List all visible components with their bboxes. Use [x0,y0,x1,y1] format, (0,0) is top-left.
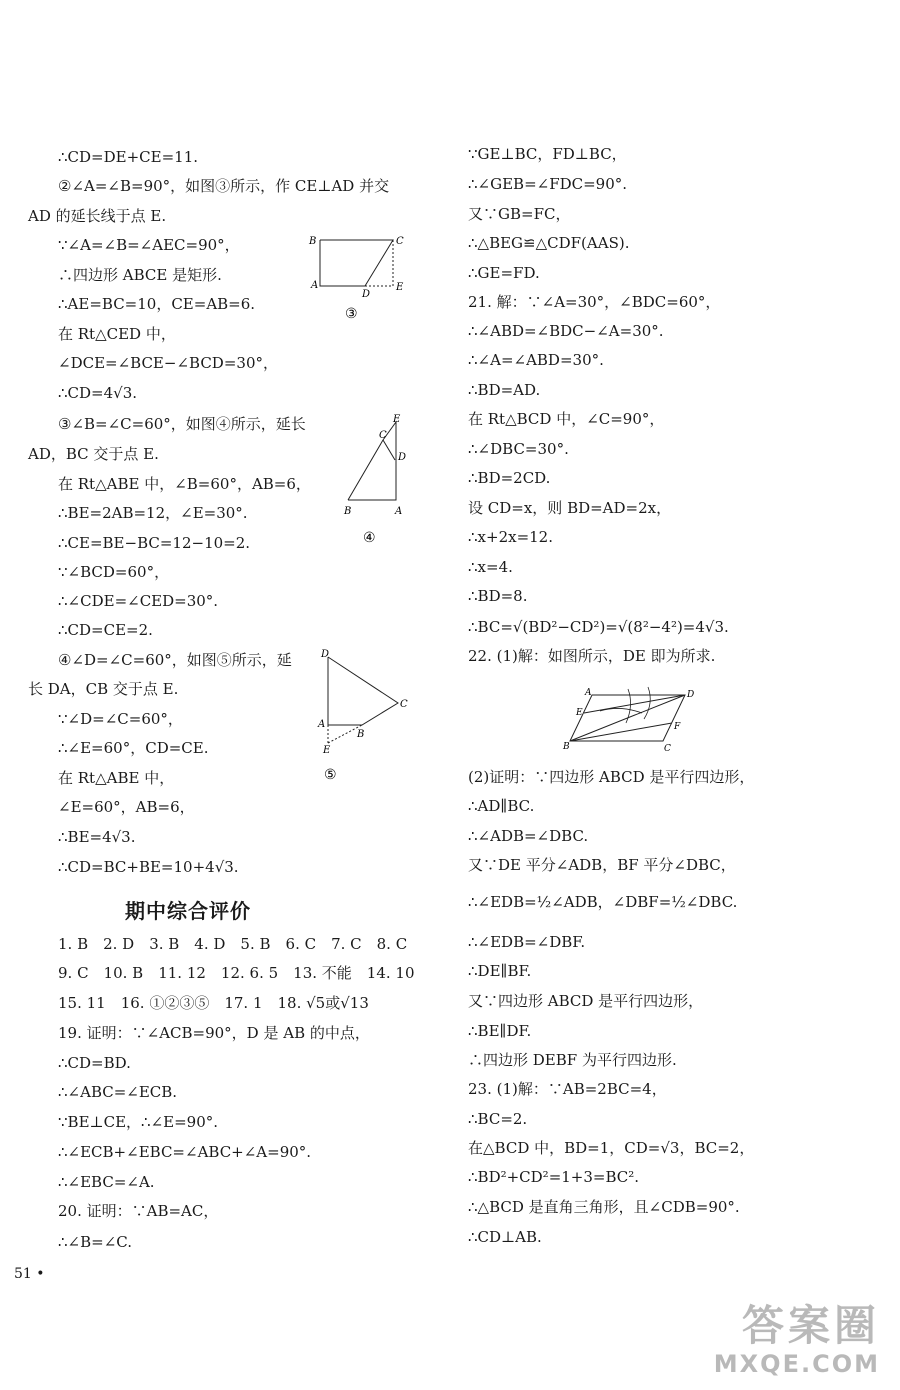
left-line: ∵∠D=∠C=60°， [58,710,183,728]
left-line: ∠E=60°，AB=6， [58,798,195,816]
fig5-label-c: C [400,699,408,710]
left-line: ∴CD=4√3. [58,384,138,402]
left-line: 在 Rt△CED 中， [58,325,176,343]
left-line: ②∠A=∠B=90°，如图③所示，作 CE⊥AD 并交 [58,177,390,195]
fig22-label-b: B [563,742,570,752]
right-line: ∴△BEG≌△CDF(AAS). [468,234,630,252]
right-line: ∴∠GEB=∠FDC=90°. [468,175,628,193]
left-line: 在 Rt△ABE 中， [58,769,175,787]
right-line: ∴∠EDB=∠DBF. [468,933,586,951]
fig22-label-f: F [674,722,681,732]
left-line: ∴四边形 ABCE 是矩形. [58,266,222,284]
figure-22 [560,683,705,755]
right-line: ∴BD=2CD. [468,469,551,487]
section-title: 期中综合评价 [125,899,251,923]
fig3-label-b: B [309,236,317,247]
right-line: ∴四边形 DEBF 为平行四边形. [468,1051,677,1069]
left-line: ∵BE⊥CE，∴∠E=90°. [58,1113,219,1131]
right-line: 又∵GB=FC， [468,205,571,223]
right-line: 在△BCD 中，BD=1，CD=√3，BC=2， [468,1139,755,1157]
right-line: 23. (1)解：∵AB=2BC=4， [468,1080,667,1098]
page-number: 51 • [14,1266,45,1282]
right-line: ∵GE⊥BC，FD⊥BC， [468,145,627,163]
left-line: AD，BC 交于点 E. [28,445,159,463]
right-line: ∴x=4. [468,558,513,576]
fig3-number: ③ [345,306,358,322]
right-line: (2)证明：∵四边形 ABCD 是平行四边形， [468,768,755,786]
right-line: ∴x+2x=12. [468,528,553,546]
right-line: ∴BD=AD. [468,381,541,399]
fig4-label-e: E [393,414,401,425]
right-line: ∴AD∥BC. [468,797,535,815]
fig4-label-a: A [395,506,403,517]
right-line: ∴DE∥BF. [468,962,532,980]
right-line: ∴CD⊥AB. [468,1228,542,1246]
left-line: ∠DCE=∠BCE−∠BCD=30°， [58,354,278,372]
left-line: 9. C 10. B 11. 12 12. 6. 5 13. 不能 14. 10 [58,964,415,982]
figure-5 [310,645,410,785]
left-line: ∵∠A=∠B=∠AEC=90°， [58,236,240,254]
right-line: 又∵四边形 ABCD 是平行四边形， [468,992,704,1010]
figure-4 [335,410,415,550]
left-line: ∴∠EBC=∠A. [58,1173,155,1191]
left-line: ∴CD=BC+BE=10+4√3. [58,858,239,876]
left-line: ∴∠ECB+∠EBC=∠ABC+∠A=90°. [58,1143,312,1161]
right-line: 设 CD=x，则 BD=AD=2x， [468,499,672,517]
fig3-label-a: A [311,280,319,291]
fig4-number: ④ [363,530,376,546]
fig3-label-c: C [396,236,404,247]
right-line: ∴BD=8. [468,587,528,605]
left-line: 19. 证明：∵∠ACB=90°，D 是 AB 的中点， [58,1024,370,1042]
watermark-logo: 答案圈 [741,1301,880,1350]
right-line: 又∵DE 平分∠ADB，BF 平分∠DBC， [468,856,736,874]
left-line: ∴CD=DE+CE=11. [58,148,199,166]
right-line: 22. (1)解：如图所示，DE 即为所求. [468,647,716,665]
left-line: ∵∠BCD=60°， [58,563,170,581]
right-line: 21. 解：∵∠A=30°，∠BDC=60°， [468,293,721,311]
fig5-label-d: D [321,649,330,660]
fig22-label-d: D [687,690,695,700]
right-line: ∴∠ADB=∠DBC. [468,827,589,845]
right-line: ∴GE=FD. [468,264,540,282]
left-line: 20. 证明：∵AB=AC， [58,1202,219,1220]
fig5-label-e: E [323,745,331,756]
left-line: ∴∠E=60°，CD=CE. [58,739,209,757]
left-line: ∴CE=BE−BC=12−10=2. [58,534,251,552]
left-line: ∴BE=2AB=12，∠E=30°. [58,504,248,522]
left-line: AD 的延长线于点 E. [28,207,167,225]
right-line: ∴BE∥DF. [468,1022,532,1040]
left-line: 15. 11 16. ①②③⑤ 17. 1 18. √5或√13 [58,994,369,1012]
right-line: ∴∠EDB=½∠ADB，∠DBF=½∠DBC. [468,893,738,911]
fig5-label-b: B [357,729,365,740]
left-line: ∴AE=BC=10，CE=AB=6. [58,295,256,313]
right-line: ∴BD²+CD²=1+3=BC². [468,1168,640,1186]
right-line: ∴∠A=∠ABD=30°. [468,351,604,369]
figure-3 [305,230,410,325]
fig5-label-a: A [318,719,326,730]
right-line: ∴△BCD 是直角三角形，且∠CDB=90°. [468,1198,740,1216]
left-line: ∴∠CDE=∠CED=30°. [58,592,219,610]
left-line: 在 Rt△ABE 中，∠B=60°，AB=6， [58,475,311,493]
right-line: 在 Rt△BCD 中，∠C=90°， [468,410,665,428]
left-line: 长 DA，CB 交于点 E. [28,680,179,698]
left-line: ∴∠B=∠C. [58,1233,132,1251]
left-line: ∴BE=4√3. [58,828,136,846]
left-line: ∴CD=CE=2. [58,621,153,639]
fig4-label-c: C [379,430,387,441]
right-line: ∴∠ABD=∠BDC−∠A=30°. [468,322,664,340]
left-line: ④∠D=∠C=60°，如图⑤所示，延 [58,651,292,669]
fig4-label-d: D [398,452,407,463]
right-line: ∴∠DBC=30°. [468,440,569,458]
watermark-url: MXQE.COM [713,1350,880,1378]
fig3-label-e: E [396,282,404,293]
left-line: ∴∠ABC=∠ECB. [58,1083,178,1101]
fig22-label-c: C [664,744,671,754]
fig3-label-d: D [362,289,371,300]
right-line: ∴BC=2. [468,1110,528,1128]
fig4-label-b: B [344,506,352,517]
right-line: ∴BC=√(BD²−CD²)=√(8²−4²)=4√3. [468,618,729,636]
fig22-label-a: A [585,688,592,698]
left-line: ③∠B=∠C=60°，如图④所示，延长 [58,415,306,433]
watermark [714,1302,880,1378]
left-line: ∴CD=BD. [58,1054,131,1072]
fig5-number: ⑤ [324,767,337,783]
left-line: 1. B 2. D 3. B 4. D 5. B 6. C 7. C 8. C [58,935,408,953]
fig22-label-e: E [576,708,583,718]
